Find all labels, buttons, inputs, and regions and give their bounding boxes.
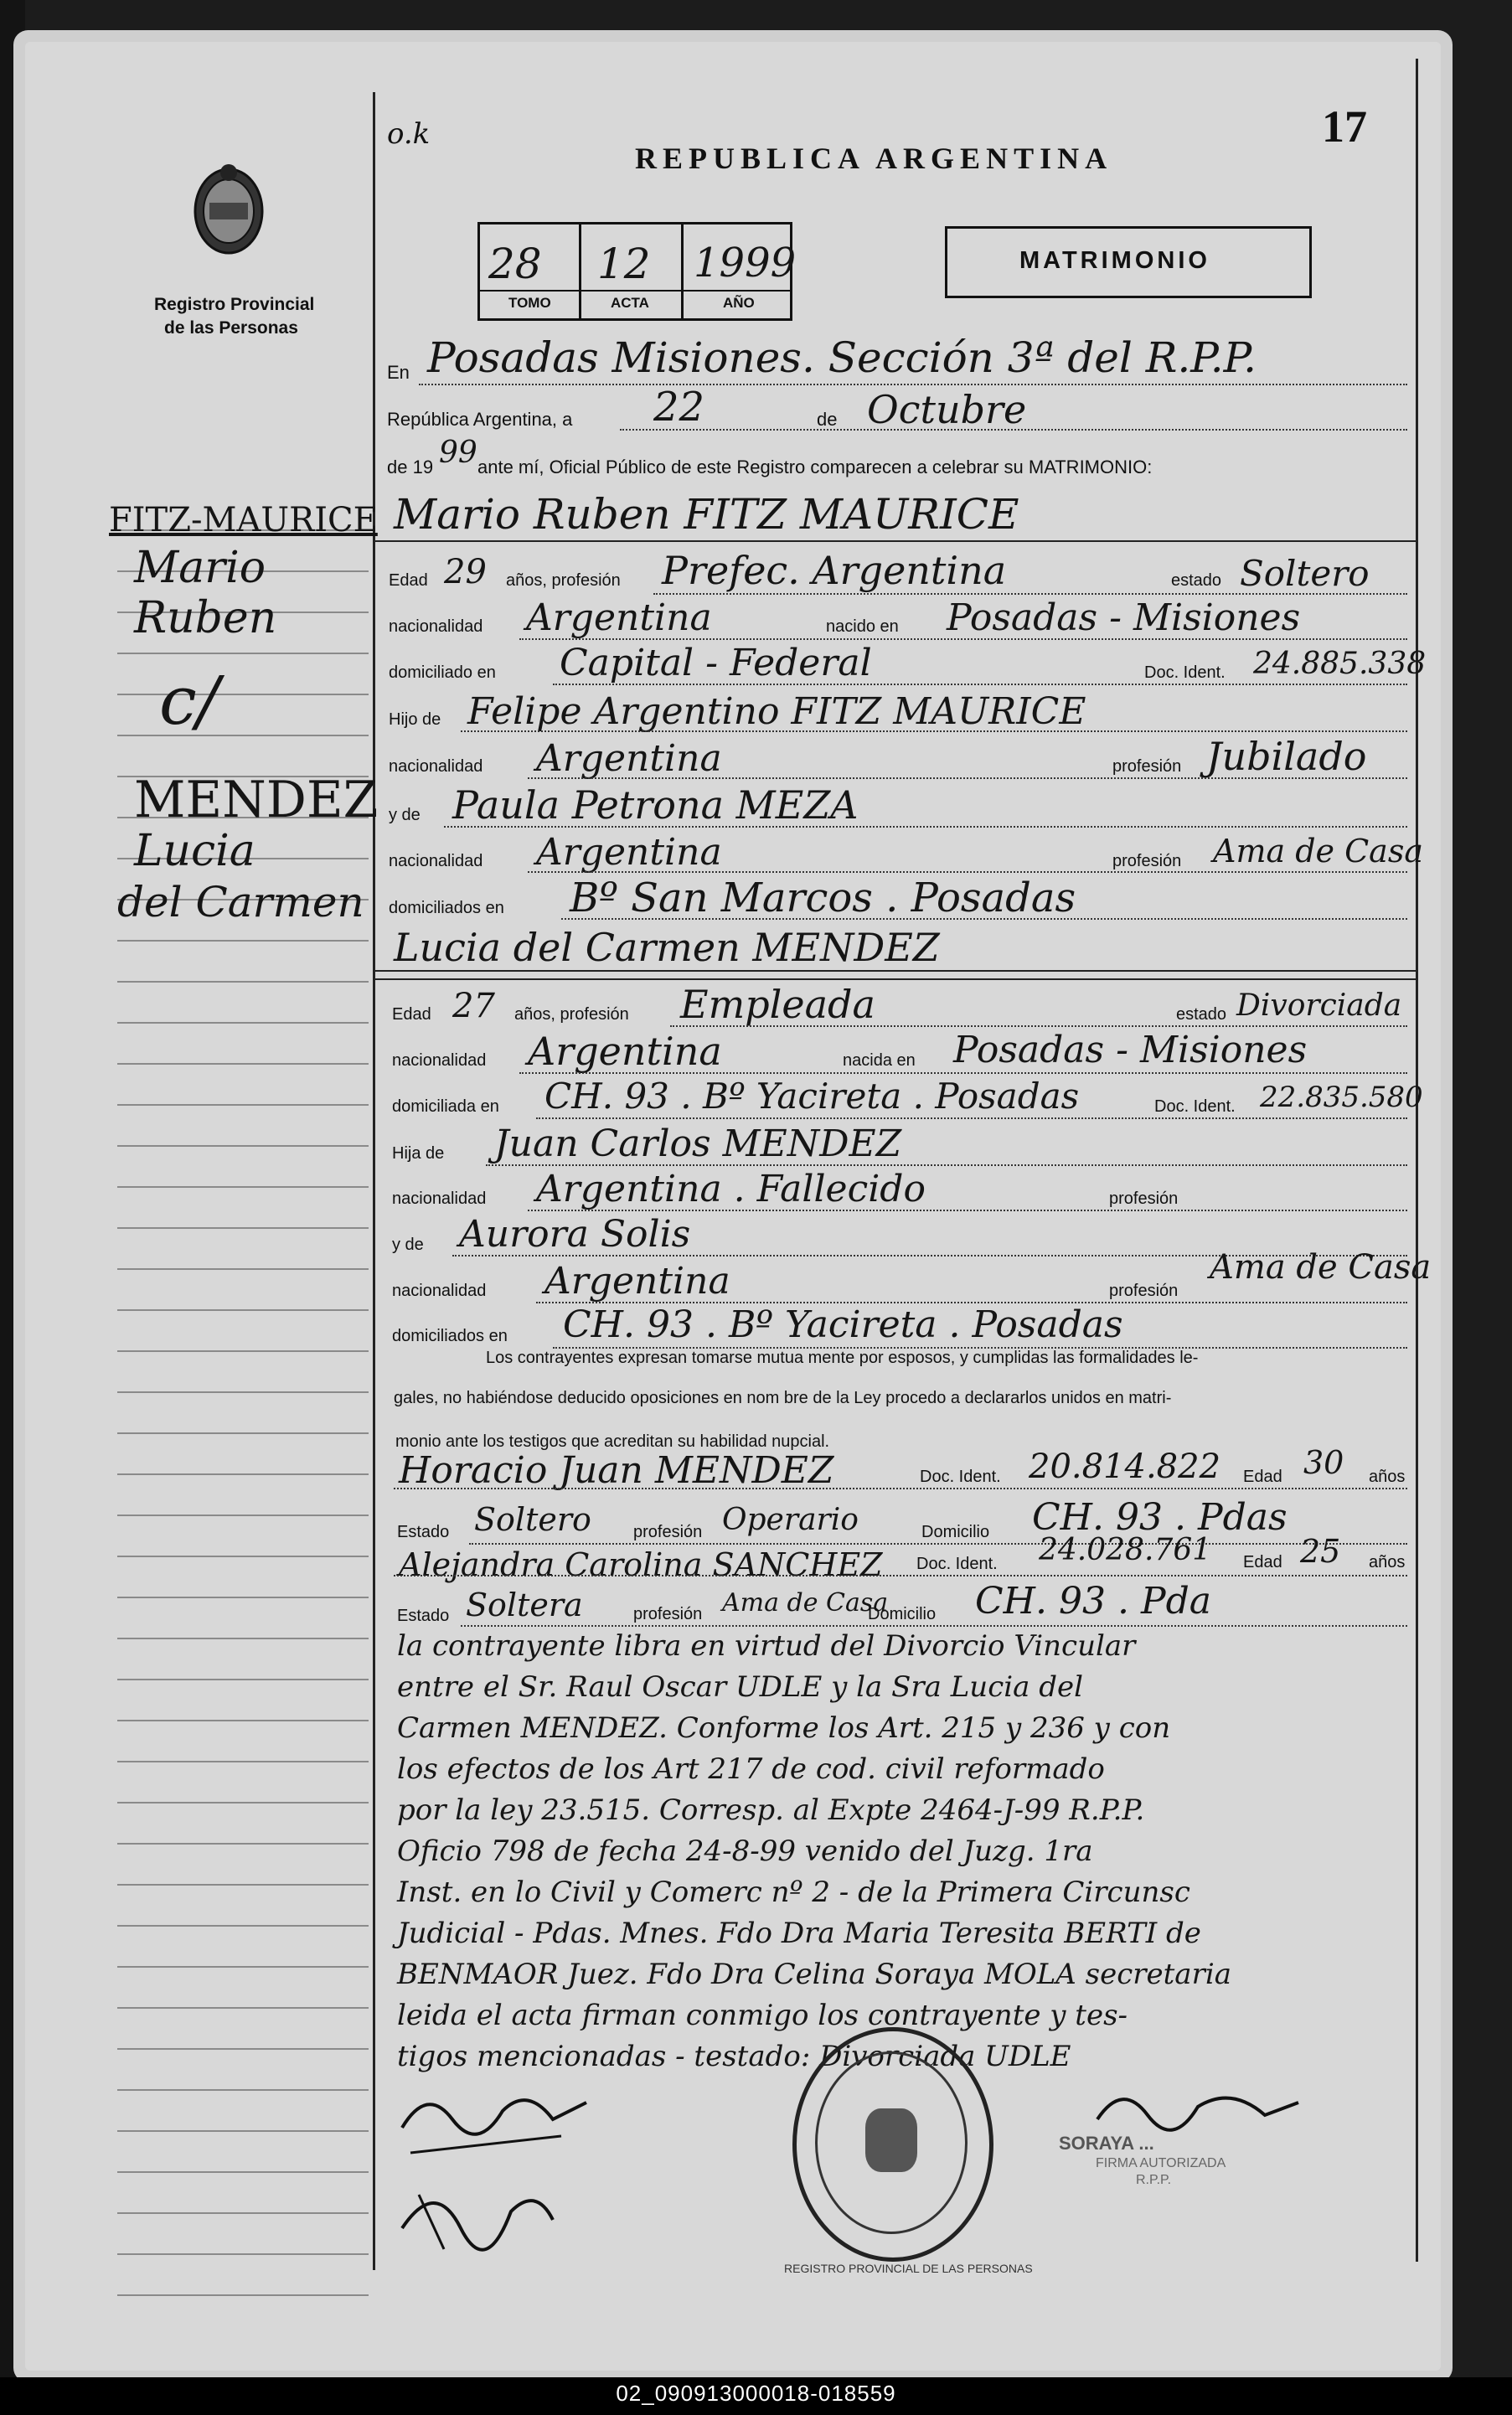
margin-rule — [117, 1186, 369, 1188]
bride-birthplace: Posadas - Misiones — [953, 1029, 1308, 1071]
margin-rule — [117, 2171, 369, 2173]
witness2-age: 25 — [1300, 1533, 1341, 1570]
place: Posadas Misiones. Sección 3ª del R.P.P. — [427, 333, 1257, 382]
registry-name-line1: Registro Provincial — [154, 295, 315, 314]
bride-mother-nationality: Argentina — [544, 1260, 730, 1303]
record-number-table — [477, 222, 797, 321]
note-line: Judicial - Pdas. Mnes. Fdo Dra Maria Teresita BERTI de — [397, 1917, 1201, 1950]
witness2-line-2 — [461, 1625, 1407, 1627]
groom-domicile: Capital - Federal — [560, 642, 872, 684]
bride-line-1 — [670, 1025, 1407, 1027]
official-seal-icon — [792, 2027, 993, 2262]
margin-rule — [117, 1145, 369, 1147]
witness2-profesion-label: profesión — [633, 1605, 703, 1623]
margin-bride-name1: Lucia — [134, 826, 255, 876]
margin-groom-name2: Ruben — [134, 593, 277, 643]
corner-mark: o.k — [387, 117, 431, 151]
bride-domiciliada-label: domiciliada en — [392, 1097, 499, 1116]
country-heading: REPUBLICA ARGENTINA — [635, 142, 1113, 175]
groom-full-name: Mario Ruben FITZ MAURICE — [394, 490, 1019, 539]
groom-nationality: Argentina — [526, 596, 712, 639]
groom-birthplace: Posadas - Misiones — [947, 596, 1301, 639]
official-title2: R.P.P. — [1136, 2173, 1172, 2187]
note-line: tigos mencionadas - testado: Divorciada UDLE — [397, 2040, 1071, 2073]
groom-father-nationality: Argentina — [536, 737, 722, 780]
margin-rule — [117, 1309, 369, 1311]
image-code: 02_090913000018-018559 — [616, 2381, 896, 2406]
bride-nacionalidad-label: nacionalidad — [392, 1051, 487, 1070]
year-prefix: de 19 — [387, 457, 434, 477]
groom-line-7 — [528, 871, 1407, 873]
witness1-profesion-label: profesión — [633, 1523, 703, 1541]
margin-rule — [117, 2007, 369, 2009]
witness2-doc: 24.028.761 — [1039, 1533, 1212, 1567]
witness1-line-1 — [394, 1488, 1407, 1489]
groom-anos-profesion-label: años, profesión — [506, 571, 621, 590]
groom-signature-icon — [394, 2077, 595, 2170]
margin-rule — [117, 1473, 369, 1475]
groom-mother-profesion-label: profesión — [1112, 852, 1182, 870]
witness2-domicilio-label: Domicilio — [868, 1605, 937, 1623]
tomo-label: TOMO — [508, 295, 551, 311]
intro-statement: ante mí, Oficial Público de este Registro comparecen a celebrar su MATRIMONIO: — [477, 457, 1153, 477]
groom-doc: 24.885.338 — [1253, 647, 1427, 681]
groom-nacionalidad-label: nacionalidad — [389, 617, 483, 636]
declaration-line2: gales, no habiéndose deducido oposiciones en nom bre de la Ley procedo a declararlos unidos en matri- — [394, 1389, 1172, 1407]
groom-section-rule — [373, 540, 1416, 542]
margin-rule — [117, 1761, 369, 1762]
bride-estado-label: estado — [1176, 1005, 1227, 1024]
bride-full-name: Lucia del Carmen MENDEZ — [394, 925, 940, 970]
groom-domiciliados-label: domiciliados en — [389, 899, 504, 917]
bride-profession: Empleada — [680, 982, 875, 1027]
witness1-status: Soltero — [474, 1501, 591, 1538]
groom-line-3 — [553, 684, 1407, 685]
bride-yde-label: y de — [392, 1236, 424, 1254]
groom-father-profession: Jubilado — [1206, 734, 1367, 779]
bride-nationality: Argentina — [528, 1029, 722, 1074]
margin-rule — [117, 2294, 369, 2296]
margin-rule — [117, 1391, 369, 1393]
margin-rule — [117, 1925, 369, 1927]
groom-father: Felipe Argentino FITZ MAURICE — [467, 690, 1086, 733]
groom-doc-label: Doc. Ident. — [1144, 663, 1226, 682]
witness1-estado-label: Estado — [397, 1523, 450, 1541]
groom-domiciliado-label: domiciliado en — [389, 663, 496, 682]
year-suffix: 99 — [439, 436, 477, 470]
margin-rule — [117, 2048, 369, 2050]
margin-rule — [117, 1597, 369, 1598]
margin-rule — [117, 940, 369, 942]
bride-anos-profesion-label: años, profesión — [514, 1005, 629, 1024]
note-line: leida el acta firman conmigo los contrayente y tes- — [397, 1999, 1128, 2032]
note-line: entre el Sr. Raul Oscar UDLE y la Sra Lucia del — [397, 1670, 1083, 1704]
page-number: 17 — [1322, 101, 1367, 152]
margin-rule — [117, 735, 369, 736]
margin-rule — [117, 2130, 369, 2132]
margin-rule — [117, 2212, 369, 2214]
bride-domicile: CH. 93 . Bº Yacireta . Posadas — [544, 1076, 1080, 1117]
margin-rule — [117, 1966, 369, 1968]
margin-rule — [117, 1556, 369, 1557]
bride-line-5 — [528, 1210, 1407, 1211]
margin-rule — [117, 1720, 369, 1721]
official-name: SORAYA ... — [1059, 2133, 1154, 2154]
groom-profession: Prefec. Argentina — [662, 548, 1007, 593]
note-line: por la ley 23.515. Corresp. al Expte 2464-J-99 R.P.P. — [397, 1793, 1145, 1827]
groom-line-5 — [528, 777, 1407, 779]
bride-signature-icon — [394, 2170, 561, 2262]
note-line: los efectos de los Art 217 de cod. civil reformado — [397, 1752, 1105, 1786]
right-border — [1416, 59, 1418, 2262]
margin-rule — [117, 694, 369, 695]
seal-text: REGISTRO PROVINCIAL DE LAS PERSONAS — [784, 2262, 1033, 2275]
witness1-domicilio-label: Domicilio — [921, 1523, 990, 1541]
witness2-edad-label: Edad — [1243, 1553, 1282, 1571]
tomo-value: 28 — [488, 240, 542, 288]
witness2-profession: Ama de Casa — [722, 1588, 889, 1618]
witness1-age: 30 — [1303, 1444, 1344, 1481]
bride-doc-label: Doc. Ident. — [1154, 1097, 1236, 1116]
margin-bride-surname: MENDEZ — [134, 771, 379, 829]
official-title1: FIRMA AUTORIZADA — [1096, 2156, 1226, 2170]
groom-mother-nationality: Argentina — [536, 831, 722, 874]
bride-section-rule-lower — [373, 978, 1416, 980]
margin-rule — [117, 1104, 369, 1106]
witness1-anos-label: años — [1369, 1468, 1406, 1486]
margin-rule — [117, 1227, 369, 1229]
act-type-label: MATRIMONIO — [1019, 247, 1210, 274]
margin-rule — [117, 653, 369, 654]
witness2-name: Alejandra Carolina SANCHEZ — [399, 1546, 883, 1583]
witness2-line-1 — [394, 1575, 1407, 1576]
groom-yde-label: y de — [389, 806, 421, 824]
bride-father: Juan Carlos MENDEZ — [494, 1122, 902, 1165]
bride-line-2 — [519, 1072, 1407, 1074]
margin-connector: c/ — [159, 662, 219, 740]
groom-age: 29 — [444, 553, 487, 591]
groom-edad-label: Edad — [389, 571, 428, 590]
registry-emblem-icon — [191, 159, 266, 268]
bride-line-3 — [536, 1117, 1407, 1119]
margin-rule — [117, 2089, 369, 2091]
groom-parents-domicile: Bº San Marcos . Posadas — [570, 875, 1076, 921]
bride-hija-label: Hija de — [392, 1144, 445, 1163]
bride-age: 27 — [452, 987, 495, 1025]
place-line — [419, 384, 1407, 385]
month: Octubre — [867, 387, 1027, 432]
witness2-estado-label: Estado — [397, 1607, 450, 1625]
margin-rule — [117, 1638, 369, 1639]
margin-rule — [117, 1884, 369, 1886]
witness1-profession: Operario — [722, 1503, 859, 1537]
margin-rule — [117, 1350, 369, 1352]
witness2-status: Soltera — [466, 1587, 583, 1623]
groom-father-nacionalidad-label: nacionalidad — [389, 757, 483, 776]
groom-mother: Paula Petrona MEZA — [452, 782, 859, 828]
margin-rule — [117, 1432, 369, 1434]
witness2-anos-label: años — [1369, 1553, 1406, 1571]
groom-nacido-label: nacido en — [826, 617, 899, 636]
margin-rule — [117, 1679, 369, 1680]
witness2-domicile: CH. 93 . Pda — [975, 1580, 1211, 1623]
bride-status: Divorciada — [1236, 988, 1402, 1023]
bride-mother: Aurora Solis — [459, 1213, 691, 1256]
witness1-doc-label: Doc. Ident. — [920, 1468, 1001, 1486]
groom-line-4 — [461, 730, 1407, 732]
groom-father-profesion-label: profesión — [1112, 757, 1182, 776]
note-line: Oficio 798 de fecha 24-8-99 venido del Juzg. 1ra — [397, 1834, 1093, 1868]
margin-rule — [117, 1022, 369, 1024]
declaration-line3: monio ante los testigos que acreditan su habilidad nupcial. — [395, 1432, 830, 1451]
declaration-line1: Los contrayentes expresan tomarse mutua mente por esposos, y cumplidas las formalidades le- — [486, 1349, 1199, 1367]
ano-value: 1999 — [694, 240, 797, 286]
day: 22 — [653, 384, 705, 431]
bride-nacida-label: nacida en — [843, 1051, 916, 1070]
note-line: Inst. en lo Civil y Comerc nº 2 - de la Primera Circunsc — [397, 1876, 1190, 1909]
official-signature-icon — [1089, 2077, 1307, 2144]
bride-mother-nacionalidad-label: nacionalidad — [392, 1282, 487, 1300]
margin-rule — [117, 1802, 369, 1804]
bride-edad-label: Edad — [392, 1005, 431, 1024]
groom-mother-profession: Ama de Casa — [1213, 833, 1423, 870]
bride-line-4 — [486, 1164, 1407, 1166]
margin-rule — [117, 1515, 369, 1516]
bride-father-profesion-label: profesión — [1109, 1189, 1179, 1208]
republica-label: República Argentina, a — [387, 409, 573, 430]
note-line: la contrayente libra en virtud del Divorcio Vincular — [397, 1629, 1136, 1663]
margin-rule — [117, 1843, 369, 1845]
bride-doc: 22.835.580 — [1260, 1081, 1423, 1114]
witness1-name: Horacio Juan MENDEZ — [399, 1449, 834, 1492]
margin-rule — [117, 1063, 369, 1065]
groom-status: Soltero — [1240, 553, 1370, 594]
note-line: Carmen MENDEZ. Conforme los Art. 215 y 236 y con — [397, 1711, 1171, 1745]
bride-mother-profesion-label: profesión — [1109, 1282, 1179, 1300]
act-type-box — [945, 226, 1312, 298]
margin-bride-name2: del Carmen — [117, 878, 364, 926]
bride-parents-domicile: CH. 93 . Bº Yacireta . Posadas — [563, 1303, 1123, 1346]
witness1-edad-label: Edad — [1243, 1468, 1282, 1486]
registry-name-line2: de las Personas — [164, 318, 298, 338]
margin-groom-surname: FITZ-MAURICE — [109, 501, 378, 539]
groom-line-1 — [653, 593, 1407, 595]
groom-line-2 — [519, 638, 1407, 640]
margin-rule — [117, 2253, 369, 2255]
note-line: BENMAOR Juez. Fdo Dra Celina Soraya MOLA secretaria — [397, 1958, 1231, 1991]
groom-line-6 — [444, 826, 1407, 828]
margin-rule — [117, 1268, 369, 1270]
acta-value: 12 — [597, 240, 651, 288]
bride-section-rule — [373, 970, 1416, 972]
groom-estado-label: estado — [1171, 571, 1222, 590]
date-line — [620, 429, 1407, 431]
witness1-doc: 20.814.822 — [1029, 1447, 1221, 1486]
witness1-line-2 — [469, 1543, 1407, 1545]
groom-mother-nacionalidad-label: nacionalidad — [389, 852, 483, 870]
witness2-doc-label: Doc. Ident. — [916, 1555, 998, 1573]
book-spine — [0, 0, 25, 2415]
witness1-domicile: CH. 93 . Pdas — [1032, 1496, 1288, 1539]
bride-father-nationality: Argentina . Fallecido — [536, 1168, 926, 1210]
groom-line-8 — [561, 918, 1407, 920]
margin-groom-name1: Mario — [134, 543, 266, 593]
bride-domiciliados-label: domiciliados en — [392, 1327, 508, 1345]
groom-hijo-label: Hijo de — [389, 710, 441, 729]
de-label: de — [817, 409, 838, 430]
acta-label: ACTA — [611, 295, 649, 311]
margin-divider — [373, 92, 375, 2270]
margin-rule — [117, 981, 369, 983]
bride-father-nacionalidad-label: nacionalidad — [392, 1189, 487, 1208]
en-label: En — [387, 362, 410, 383]
bride-mother-profession: Ama de Casa — [1210, 1248, 1432, 1287]
ano-label: AÑO — [723, 295, 755, 311]
